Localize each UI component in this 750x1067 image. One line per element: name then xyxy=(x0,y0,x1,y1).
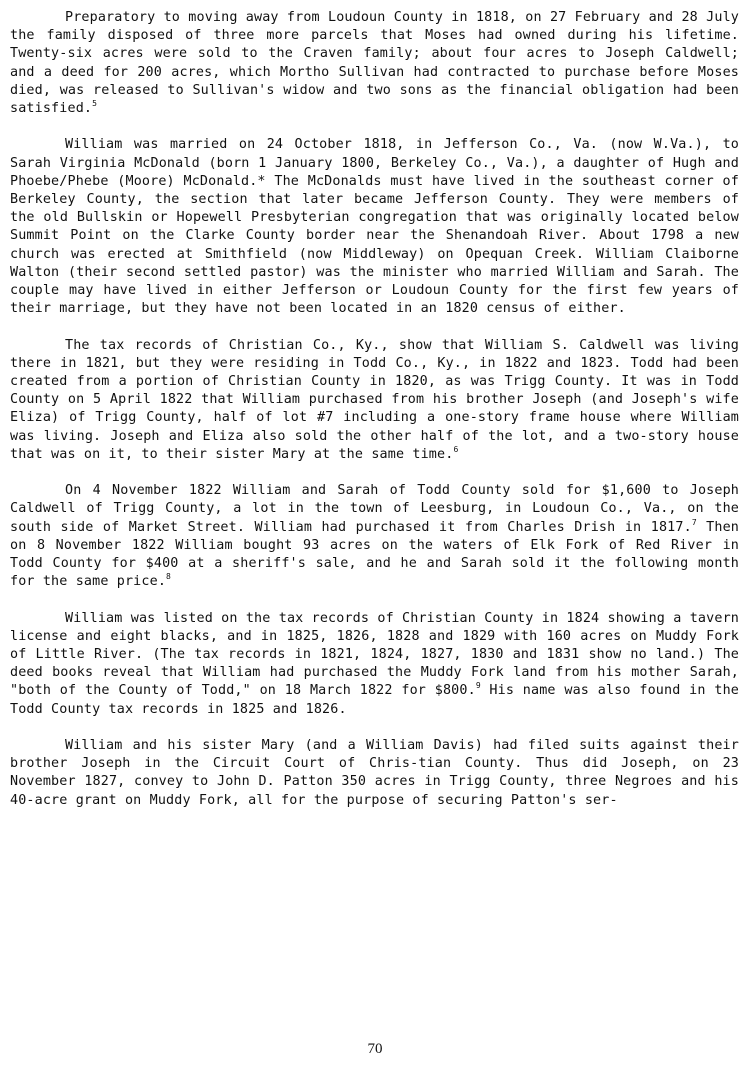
paragraph-text: Preparatory to moving away from Loudoun County in 1818, on 27 February and 28 July the family disposed of three more parcels that Moses had owned during his lifetime. Twenty-six acres were sold to the Craven family; about four acres to Joseph Caldwell; and a deed for 200 acres, which Mortho Sullivan had contracted to purchase before Moses died, was released to Sullivan's widow and two sons as the financial obligation had been satisfied. xyxy=(10,10,739,117)
paragraph-5 xyxy=(10,610,739,719)
paragraph-text: On 4 November 1822 William and Sarah of Todd County sold for $1,600 to Joseph Caldwell of Trigg County, a lot in the town of Leesburg, in Loudoun Co., Va., on the south side of Market Street. William had purchased it from Charles Drish in 1817. xyxy=(10,483,739,535)
paragraph-text: The tax records of Christian Co., Ky., show that William S. Caldwell was living there in 1821, but they were residing in Todd Co., Ky., in 1822 and 1823. Todd had been created from a portion of Christian County in 1820, as was Trigg County. It was in Todd County on 5 April 1822 that William purchased from his brother Joseph (and Joseph's wife Eliza) of Trigg County, half of lot #7 including a one-story frame house where William was living. Joseph and Eliza also sold the other half of the lot, and a two-story house that was on it, to their sister Mary at the same time. xyxy=(10,337,739,462)
paragraph-text: William was married on 24 October 1818, in Jefferson Co., Va. (now W.Va.), to Sarah Virginia McDonald (born 1 January 1800, Berkeley Co., Va.), a daughter of Hugh and Phoebe/Phebe (Moore) McDonald.* The McDonalds must have lived in the southeast corner of Berkeley County, the section that later became Jefferson County. They were members of the old Bullskin or Hopewell Presbyterian congregation that was originally located below Summit Point on the Clarke County border near the Shenandoah River. About 1798 a new church was erected at Smithfield (now Middleway) on Opequan Creek. William Claiborne Walton (their second settled pastor) was the minister who married William and Sarah. The couple may have lived in either Jefferson or Loudoun County for the first few years of their marriage, but they have not been located in an 1820 census of either. xyxy=(10,137,739,317)
paragraph-text-continued: His name was also found in the Todd County tax records in 1825 and 1826. xyxy=(10,683,739,717)
paragraph-3 xyxy=(10,337,739,464)
footnote-marker: 8 xyxy=(166,572,171,582)
footnote-marker: 9 xyxy=(475,681,481,691)
paragraph-4 xyxy=(10,482,739,591)
paragraph-1 xyxy=(10,9,739,118)
paragraph-text: William was listed on the tax records of Christian County in 1824 showing a tavern license and eight blacks, and in 1825, 1826, 1828 and 1829 with 160 acres on Muddy Fork of Little River. (The tax records in 1821, 1824, 1827, 1830 and 1831 show no land.) The deed books reveal that William had purchased the Muddy Fork land from his mother Sarah, "both of the County of Todd," on 18 March 1822 for $800. xyxy=(10,610,739,699)
footnote-marker: 5 xyxy=(92,99,97,109)
footnote-marker: 7 xyxy=(691,517,697,527)
paragraph-text-continued: Then on 8 November 1822 William bought 93 acres on the waters of Elk Fork of Red River in Todd County for $400 at a sheriff's sale, and he and Sarah sold it the following month for the same price. xyxy=(10,519,739,590)
paragraph-6 xyxy=(10,737,739,810)
page-number: 70 xyxy=(367,1041,383,1057)
document-page xyxy=(10,9,739,828)
footnote-marker: 6 xyxy=(453,444,459,454)
paragraph-2 xyxy=(10,136,739,318)
paragraph-text: William and his sister Mary (and a William Davis) had filed suits against their brother Joseph in the Circuit Court of Chris-tian County. Thus did Joseph, on 23 November 1827, convey to John D. Patton 350 acres in Trigg County, three Negroes and his 40-acre grant on Muddy Fork, all for the purpose of securing Patton's ser- xyxy=(10,738,739,808)
